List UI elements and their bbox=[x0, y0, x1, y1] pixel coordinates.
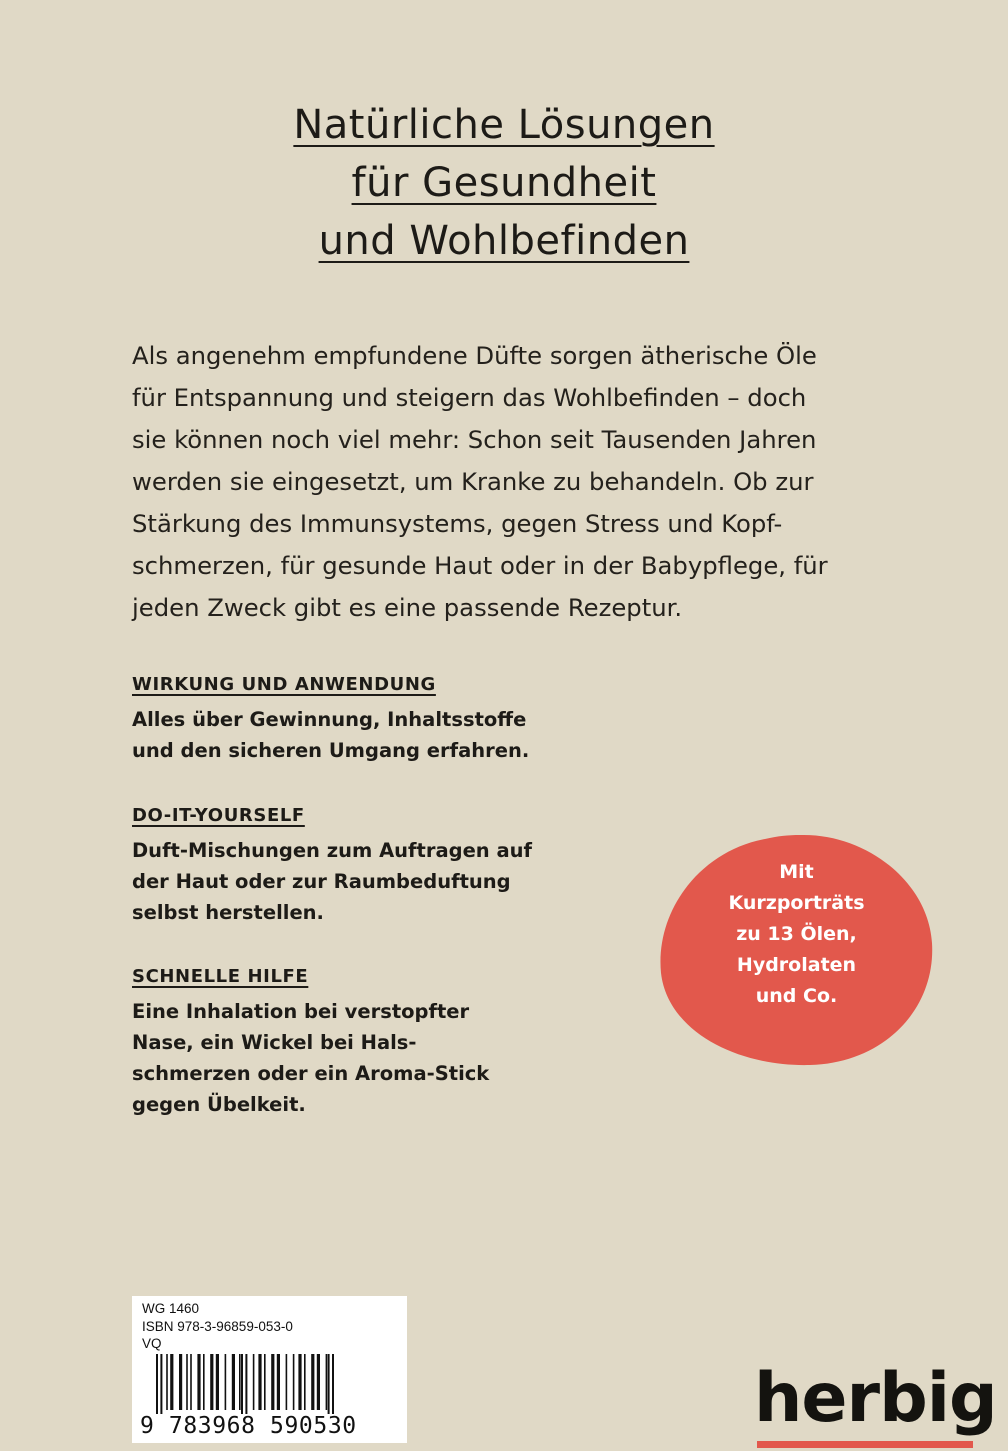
publisher-logo-underline bbox=[757, 1441, 973, 1448]
intro-paragraph bbox=[132, 335, 902, 629]
barcode-digits: 9 783968 590530 bbox=[140, 1413, 357, 1439]
section-heading: SCHNELLE HILFE bbox=[132, 966, 309, 987]
publisher-logo: herbig bbox=[754, 1359, 997, 1438]
headline-line-2: für Gesundheit bbox=[351, 160, 657, 206]
headline-line-3: und Wohlbefinden bbox=[318, 218, 690, 264]
info-badge bbox=[660, 833, 933, 1066]
section-line: Eine Inhalation bei verstopfter bbox=[132, 1000, 470, 1023]
intro-line: Stärkung des Immunsystems, gegen Stress und Kopf- bbox=[132, 509, 783, 538]
section-line: der Haut oder zur Raumbeduftung bbox=[132, 870, 511, 893]
badge-line: und Co. bbox=[755, 985, 838, 1007]
section-heading: DO-IT-YOURSELF bbox=[132, 805, 305, 826]
isbn-number: ISBN 978-3-96859-053-0 bbox=[142, 1318, 293, 1334]
section-schnelle-hilfe bbox=[132, 963, 612, 1120]
section-heading: WIRKUNG UND ANWENDUNG bbox=[132, 674, 436, 695]
section-body bbox=[132, 704, 612, 766]
section-body bbox=[132, 996, 612, 1120]
intro-line: werden sie eingesetzt, um Kranke zu behandeln. Ob zur bbox=[132, 467, 814, 496]
intro-line: schmerzen, für gesunde Haut oder in der Babypflege, für bbox=[132, 551, 828, 580]
isbn-meta bbox=[142, 1300, 293, 1353]
section-diy bbox=[132, 802, 612, 928]
section-body bbox=[132, 835, 612, 928]
badge-line: Hydrolaten bbox=[736, 954, 857, 976]
badge-line: Mit bbox=[779, 861, 814, 883]
isbn-box bbox=[132, 1296, 407, 1443]
badge-text bbox=[660, 857, 933, 1012]
section-line: schmerzen oder ein Aroma-Stick bbox=[132, 1062, 490, 1085]
badge-line: Kurzporträts bbox=[728, 892, 865, 914]
intro-line: für Entspannung und steigern das Wohlbefinden – doch bbox=[132, 383, 807, 412]
section-line: Alles über Gewinnung, Inhaltsstoffe bbox=[132, 708, 527, 731]
intro-line: jeden Zweck gibt es eine passende Rezeptur. bbox=[132, 593, 683, 622]
section-line: Duft-Mischungen zum Auftragen auf bbox=[132, 839, 532, 862]
intro-line: sie können noch viel mehr: Schon seit Tausenden Jahren bbox=[132, 425, 817, 454]
wg-code: WG 1460 bbox=[142, 1301, 200, 1316]
section-wirkung bbox=[132, 671, 612, 766]
barcode bbox=[140, 1354, 398, 1414]
vq-code: VQ bbox=[142, 1336, 162, 1351]
section-line: Nase, ein Wickel bei Hals- bbox=[132, 1031, 417, 1054]
headline-line-1: Natürliche Lösungen bbox=[293, 102, 715, 148]
section-line: gegen Übelkeit. bbox=[132, 1093, 306, 1116]
headline bbox=[0, 96, 1008, 270]
intro-line: Als angenehm empfundene Düfte sorgen ätherische Öle bbox=[132, 341, 817, 370]
section-line: selbst herstellen. bbox=[132, 901, 324, 924]
badge-line: zu 13 Ölen, bbox=[736, 923, 857, 945]
section-line: und den sicheren Umgang erfahren. bbox=[132, 739, 530, 762]
